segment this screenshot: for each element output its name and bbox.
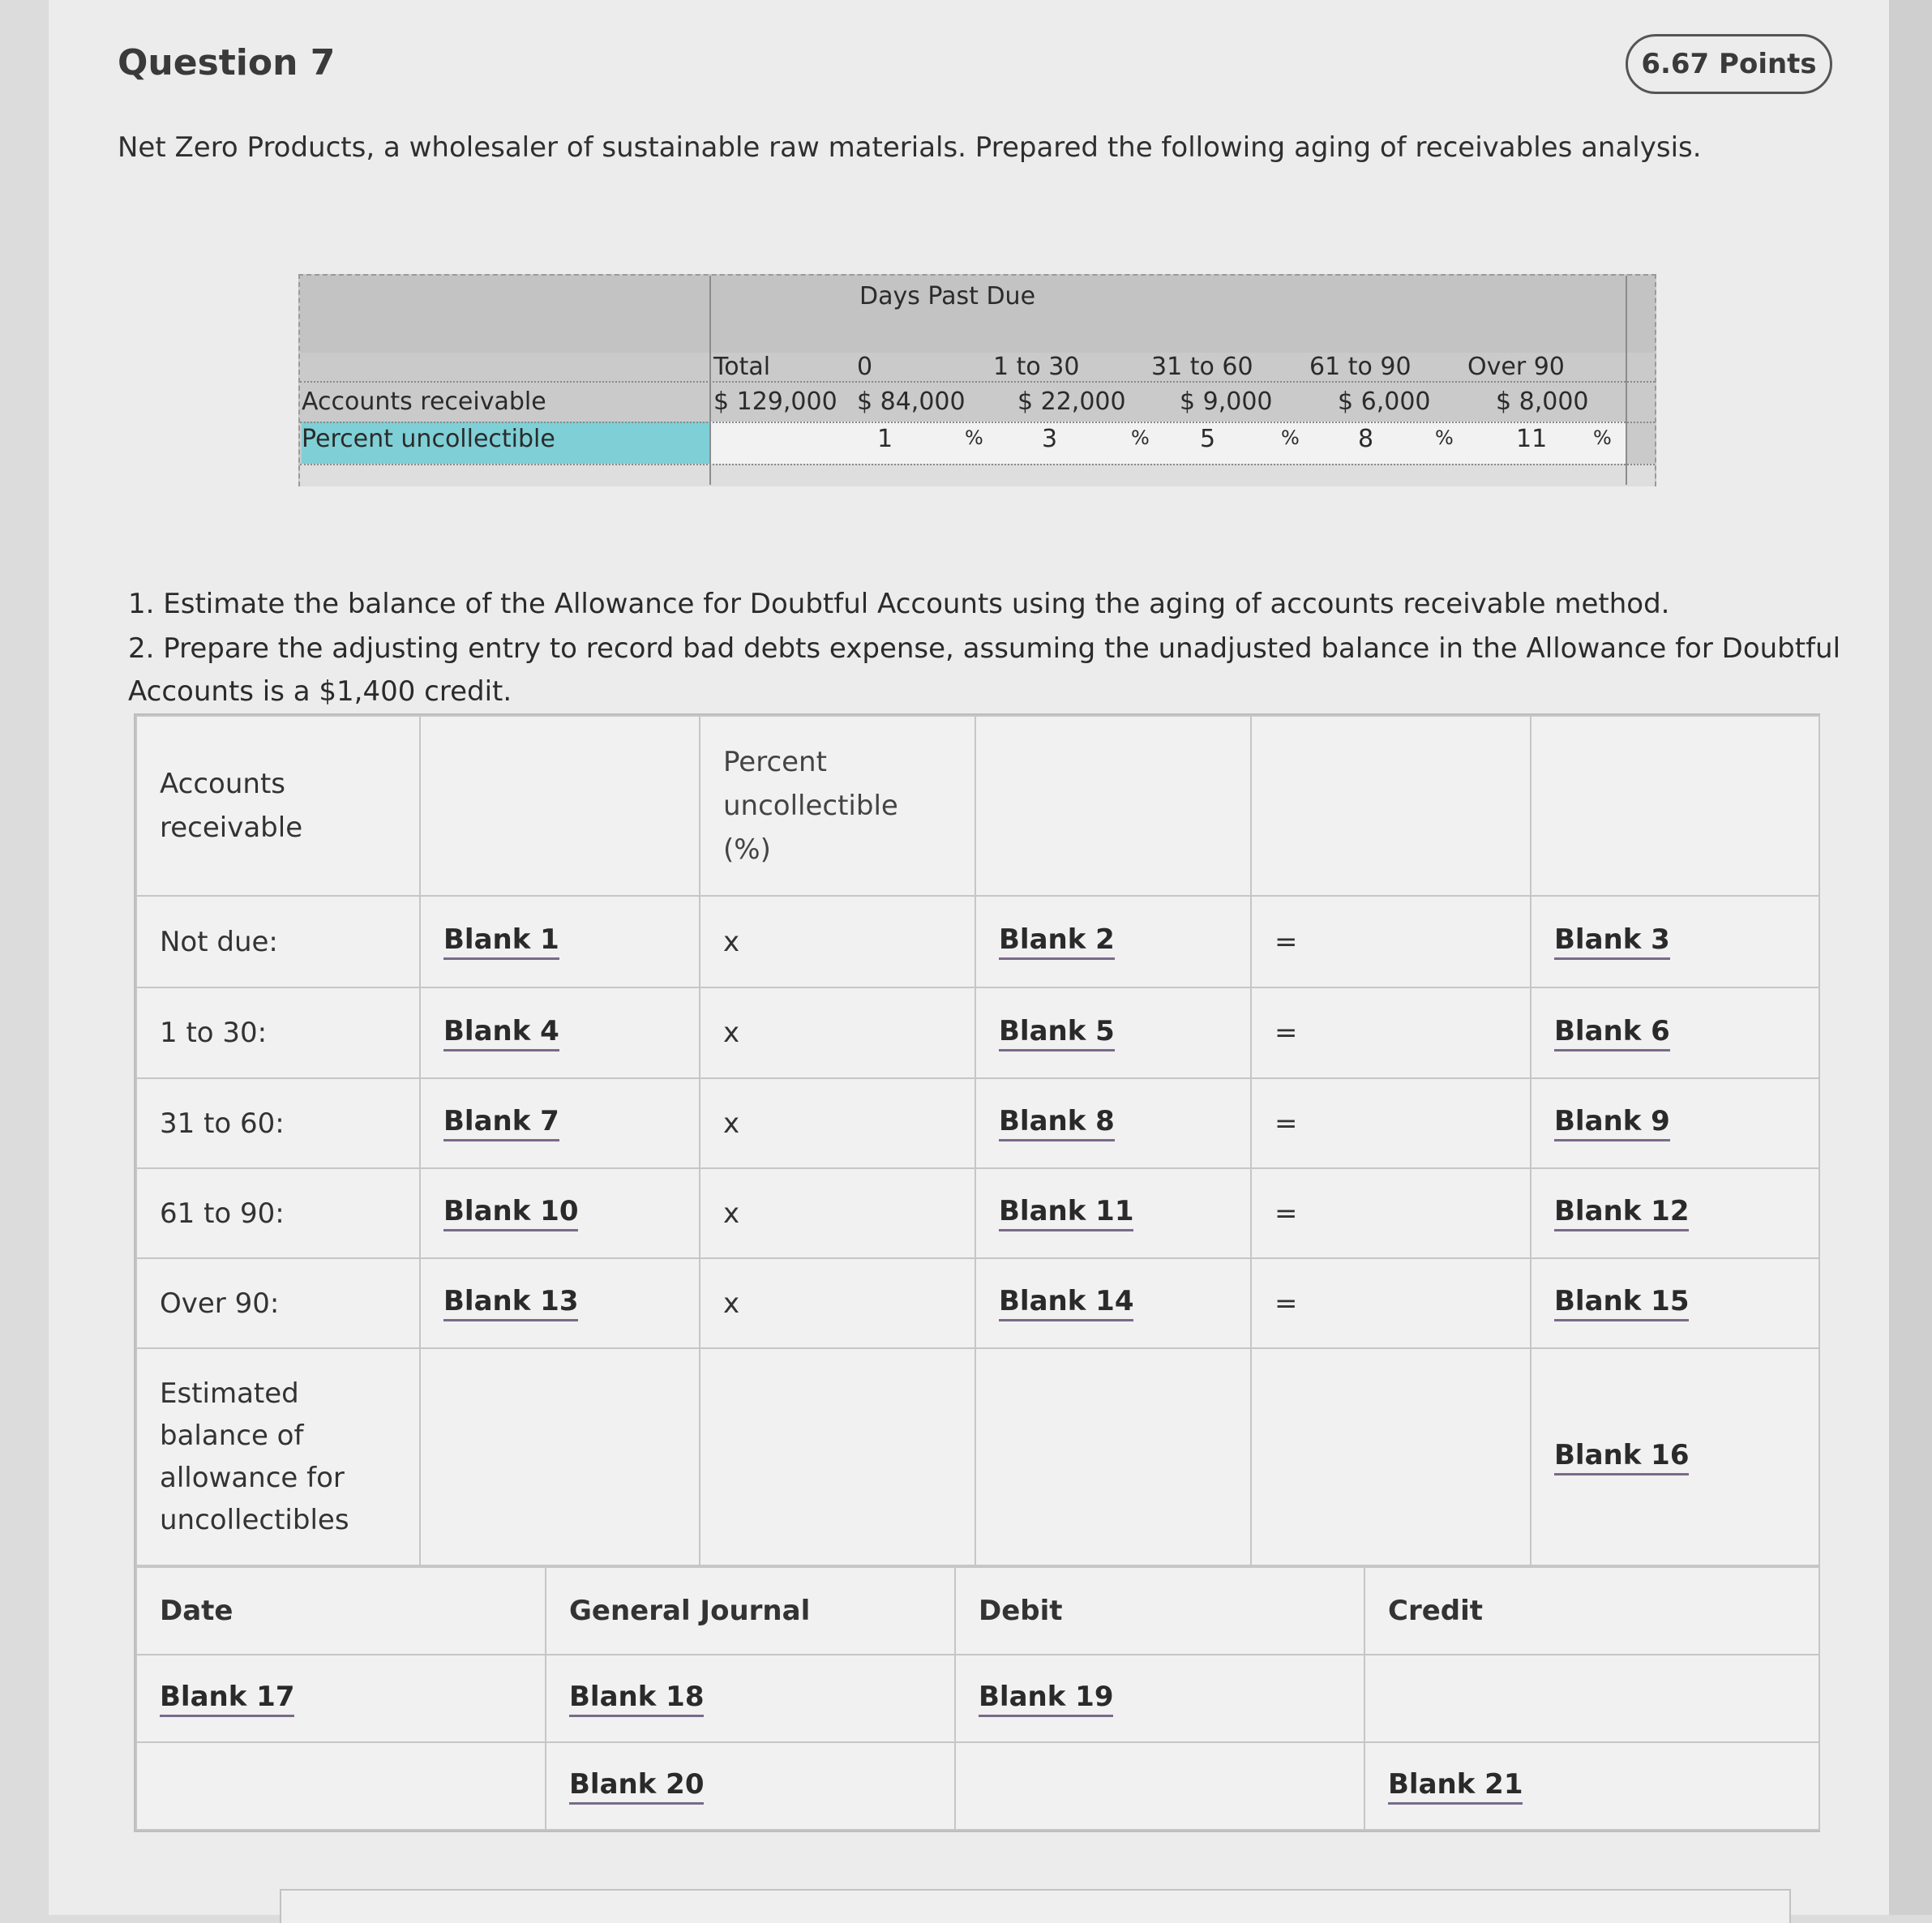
row-label: 31 to 60: (136, 1078, 420, 1168)
ar-61-90: $ 6,000 (1338, 388, 1431, 416)
header-empty (1251, 716, 1531, 896)
header-empty (1531, 716, 1819, 896)
header-empty (975, 716, 1251, 896)
blank-7[interactable]: Blank 7 (443, 1105, 559, 1141)
percent-row-band (709, 422, 1626, 464)
grid-header-row (136, 716, 1819, 896)
journal-header-credit: Credit (1364, 1567, 1819, 1655)
journal-row-1 (136, 1655, 1819, 1742)
empty-cell (975, 1348, 1251, 1565)
times-sign: x (700, 987, 975, 1078)
ar-over-90: $ 8,000 (1496, 388, 1589, 416)
row-label: Over 90: (136, 1258, 420, 1348)
aging-rule (300, 381, 1655, 383)
ar-0: $ 84,000 (857, 388, 966, 416)
journal-header-date: Date (136, 1567, 546, 1655)
journal-header-row (136, 1567, 1819, 1655)
pu-0-pct: % (965, 426, 983, 449)
row-label-ar: Accounts receivable (302, 388, 546, 416)
blank-6[interactable]: Blank 6 (1554, 1015, 1670, 1051)
journal-header-debit: Debit (955, 1567, 1364, 1655)
journal-empty-credit (1364, 1655, 1819, 1742)
aging-table (298, 274, 1656, 486)
row-label: 61 to 90: (136, 1168, 420, 1258)
equals-sign: = (1251, 987, 1531, 1078)
equals-sign: = (1251, 1078, 1531, 1168)
blank-14[interactable]: Blank 14 (999, 1285, 1133, 1321)
blank-13[interactable]: Blank 13 (443, 1285, 578, 1321)
pu-61-90: 8 (1358, 425, 1374, 453)
aging-rule (300, 422, 1655, 424)
pu-over-90: 11 (1516, 425, 1548, 453)
col-0: 0 (857, 353, 873, 381)
points-badge: 6.67 Points (1626, 34, 1832, 94)
grid-row-estimated (136, 1348, 1819, 1565)
journal-empty-debit (955, 1742, 1364, 1830)
blank-18[interactable]: Blank 18 (569, 1681, 704, 1717)
question-title: Question 7 (118, 42, 336, 84)
grid-row-31-60 (136, 1078, 1819, 1168)
grid-row-over-90 (136, 1258, 1819, 1348)
instruction-1: 1. Estimate the balance of the Allowance for Doubtful Accounts using the aging of accounts receivable method. (128, 588, 1670, 620)
blank-15[interactable]: Blank 15 (1554, 1285, 1689, 1321)
pu-61-90-pct: % (1435, 426, 1454, 449)
grid-row-61-90 (136, 1168, 1819, 1258)
col-31-60: 31 to 60 (1151, 353, 1253, 381)
blank-4[interactable]: Blank 4 (443, 1015, 559, 1051)
times-sign: x (700, 1258, 975, 1348)
row-label: Not due: (136, 896, 420, 987)
pu-1-30-pct: % (1131, 426, 1150, 449)
ar-total: $ 129,000 (713, 388, 837, 416)
col-over-90: Over 90 (1467, 353, 1565, 381)
row-label-pu: Percent uncollectible (302, 425, 555, 453)
blank-9[interactable]: Blank 9 (1554, 1105, 1670, 1141)
estimated-label: Estimated balance of allowance for uncollectibles (136, 1348, 420, 1565)
blank-2[interactable]: Blank 2 (999, 923, 1115, 960)
header-accounts-receivable: Accounts receivable (136, 716, 420, 896)
equals-sign: = (1251, 1258, 1531, 1348)
equals-sign: = (1251, 1168, 1531, 1258)
times-sign: x (700, 1078, 975, 1168)
blank-8[interactable]: Blank 8 (999, 1105, 1115, 1141)
pu-31-60-pct: % (1281, 426, 1300, 449)
aging-rule (300, 464, 1655, 466)
journal-header-general-journal: General Journal (546, 1567, 955, 1655)
pu-31-60: 5 (1200, 425, 1216, 453)
instruction-3: Accounts is a $1,400 credit. (128, 675, 512, 708)
blank-17[interactable]: Blank 17 (160, 1681, 294, 1717)
row-label: 1 to 30: (136, 987, 420, 1078)
col-1-30: 1 to 30 (993, 353, 1080, 381)
aging-divider (1626, 276, 1627, 485)
blank-16[interactable]: Blank 16 (1554, 1439, 1689, 1475)
blank-10[interactable]: Blank 10 (443, 1195, 578, 1231)
blank-11[interactable]: Blank 11 (999, 1195, 1133, 1231)
journal-table (135, 1566, 1820, 1831)
days-past-due-label: Days Past Due (859, 282, 1036, 311)
next-section-edge (280, 1889, 1791, 1923)
empty-cell (700, 1348, 975, 1565)
pu-over-90-pct: % (1593, 426, 1612, 449)
equals-sign: = (1251, 896, 1531, 987)
page-edge (1889, 0, 1932, 1915)
header-percent-uncollectible: Percent uncollectible (%) (700, 716, 975, 896)
pu-0: 1 (877, 425, 893, 453)
empty-cell (1251, 1348, 1531, 1565)
blank-5[interactable]: Blank 5 (999, 1015, 1115, 1051)
blank-19[interactable]: Blank 19 (979, 1681, 1113, 1717)
blank-1[interactable]: Blank 1 (443, 923, 559, 960)
ar-31-60: $ 9,000 (1180, 388, 1273, 416)
blank-21[interactable]: Blank 21 (1388, 1768, 1523, 1805)
col-61-90: 61 to 90 (1309, 353, 1412, 381)
journal-empty-date (136, 1742, 546, 1830)
pu-1-30: 3 (1042, 425, 1058, 453)
grid-row-not-due (136, 896, 1819, 987)
blank-3[interactable]: Blank 3 (1554, 923, 1670, 960)
aging-divider (709, 276, 711, 485)
allowance-grid (134, 713, 1820, 1832)
times-sign: x (700, 1168, 975, 1258)
header-empty (420, 716, 700, 896)
question-intro: Net Zero Products, a wholesaler of sustainable raw materials. Prepared the following aging of receivables analysis. (118, 131, 1702, 164)
times-sign: x (700, 896, 975, 987)
aging-bottom-strip (300, 464, 1655, 486)
grid-row-1-30 (136, 987, 1819, 1078)
journal-row-2 (136, 1742, 1819, 1830)
blank-20[interactable]: Blank 20 (569, 1768, 704, 1805)
blank-12[interactable]: Blank 12 (1554, 1195, 1689, 1231)
instruction-2: 2. Prepare the adjusting entry to record bad debts expense, assuming the unadjusted balance in the Allowance for Doubtful (128, 632, 1841, 665)
empty-cell (420, 1348, 700, 1565)
col-total: Total (713, 353, 771, 381)
ar-1-30: $ 22,000 (1017, 388, 1126, 416)
